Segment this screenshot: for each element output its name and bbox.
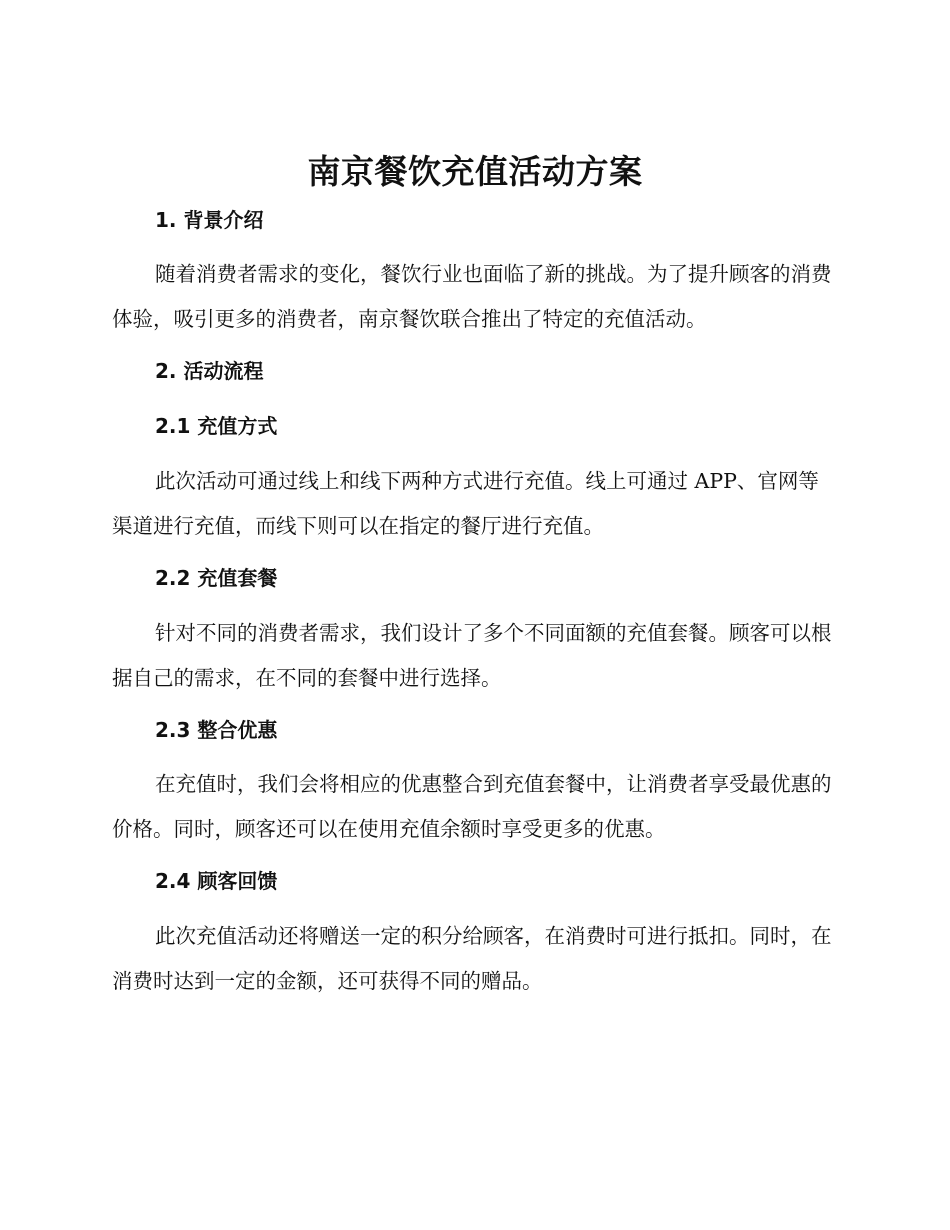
document-title: 南京餐饮充值活动方案: [307, 152, 643, 191]
section-heading-integrated-discount: 2.3 整合优惠: [155, 718, 278, 742]
section-body-background: 随着消费者需求的变化，餐饮行业也面临了新的挑战。为了提升顾客的消费体验，吸引更多的消费者，南京餐饮联合推出了特定的充值活动。: [112, 262, 832, 331]
section-body-recharge-method: 此次活动可通过线上和线下两种方式进行充值。线上可通过 APP、官网等渠道进行充值，而线下则可以在指定的餐厅进行充值。: [112, 469, 819, 538]
section-heading-recharge-method: 2.1 充值方式: [155, 414, 278, 438]
section-heading-customer-reward: 2.4 顾客回馈: [155, 869, 278, 893]
section-body-customer-reward: 此次充值活动还将赠送一定的积分给顾客，在消费时可进行抵扣。同时，在消费时达到一定的金额，还可获得不同的赠品。: [112, 924, 832, 993]
section-body-integrated-discount: 在充值时，我们会将相应的优惠整合到充值套餐中，让消费者享受最优惠的价格。同时，顾客还可以在使用充值余额时享受更多的优惠。: [112, 772, 832, 841]
section-heading-background: 1. 背景介绍: [155, 208, 264, 232]
section-heading-process: 2. 活动流程: [155, 359, 264, 383]
section-body-recharge-package: 针对不同的消费者需求，我们设计了多个不同面额的充值套餐。顾客可以根据自己的需求，在不同的套餐中进行选择。: [112, 621, 832, 690]
section-heading-recharge-package: 2.2 充值套餐: [155, 566, 278, 590]
